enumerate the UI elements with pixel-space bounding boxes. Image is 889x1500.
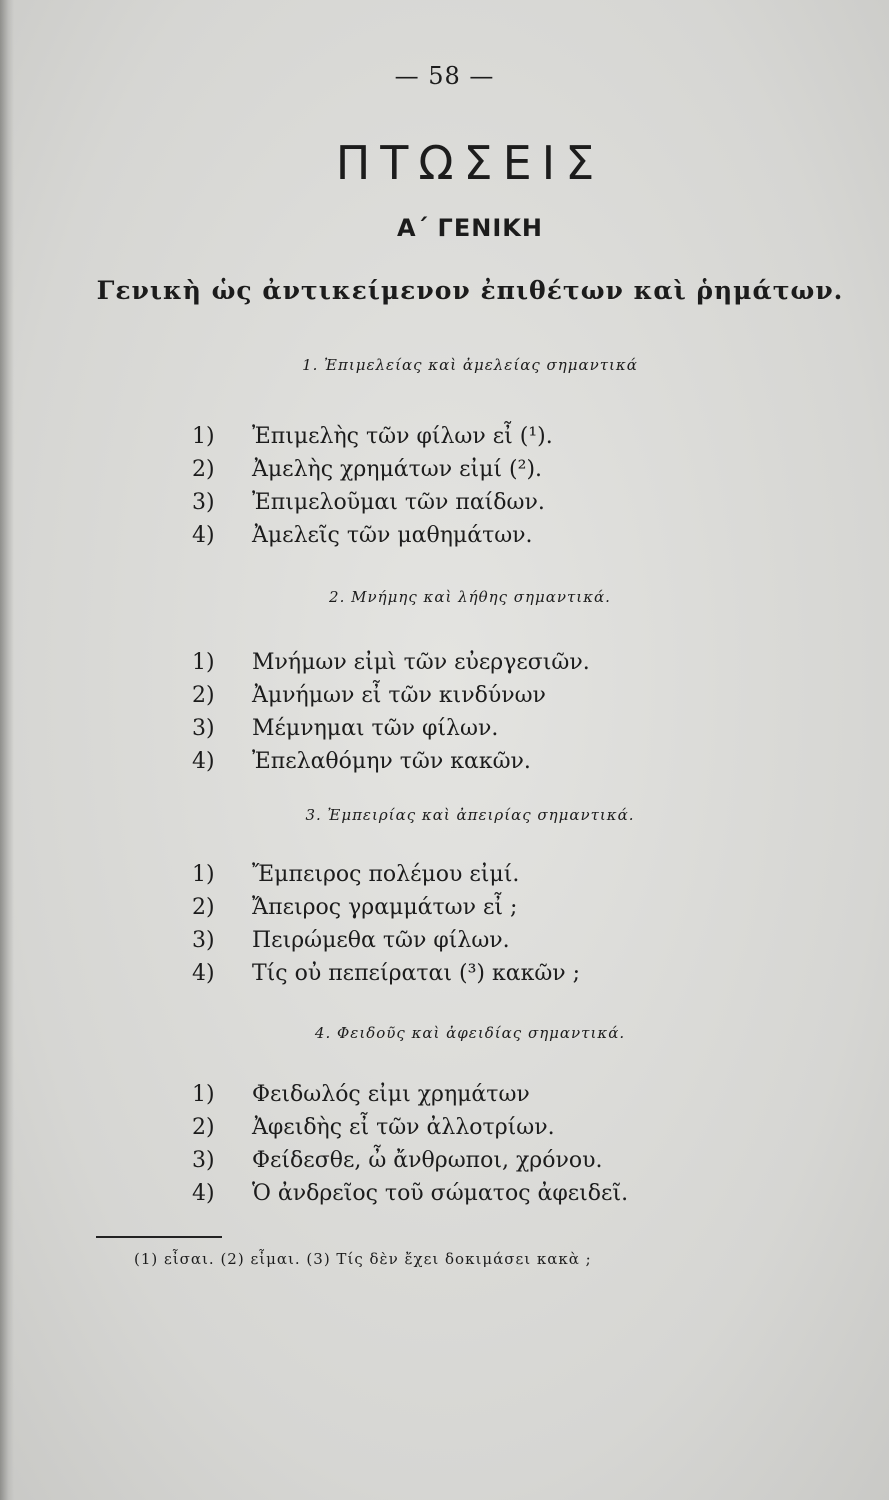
section-title-3: 3. Ἐμπειρίας καὶ ἀπειρίας σημαντικά. xyxy=(305,806,635,824)
section-heading: Γενικὴ ὡς ἀντικείμενον ἐπιθέτων καὶ ῥημάτων. xyxy=(96,276,844,305)
item-text: Φειδωλός εἰμι χρημάτων xyxy=(252,1082,530,1107)
item-number: 3) xyxy=(192,716,215,741)
section-title-1: 1. Ἐπιμελείας καὶ ἀμελείας σημαντικά xyxy=(302,356,638,374)
item-text: Ἐπιμελοῦμαι τῶν παίδων. xyxy=(252,490,545,515)
list-item xyxy=(192,1181,628,1211)
list-item xyxy=(192,716,498,746)
item-text: Ἀμνήμων εἶ τῶν κινδύνων xyxy=(252,683,546,708)
list-item xyxy=(192,650,590,680)
section-title-4: 4. Φειδοῦς καὶ ἀφειδίας σημαντικά. xyxy=(314,1024,626,1042)
item-number: 4) xyxy=(192,961,215,986)
item-number: 3) xyxy=(192,1148,215,1173)
list-item xyxy=(192,683,546,713)
item-text: Ἔμπειρος πολέμου εἰμί. xyxy=(252,862,520,887)
item-number: 3) xyxy=(192,928,215,953)
list-item xyxy=(192,457,542,487)
footnote: (1) εἶσαι. (2) εἶμαι. (3) Τίς δὲν ἔχει δοκιμάσει κακὰ ; xyxy=(134,1250,592,1268)
item-number: 3) xyxy=(192,490,215,515)
list-item xyxy=(192,490,545,520)
footnote-divider xyxy=(96,1236,222,1238)
item-number: 2) xyxy=(192,683,215,708)
item-text: Ἀφειδὴς εἶ τῶν ἀλλοτρίων. xyxy=(252,1115,555,1140)
item-text: Πειρώμεθα τῶν φίλων. xyxy=(252,928,510,953)
item-number: 4) xyxy=(192,523,215,548)
list-item xyxy=(192,895,517,925)
item-number: 2) xyxy=(192,895,215,920)
item-text: Ἐπιμελὴς τῶν φίλων εἶ (¹). xyxy=(252,424,553,449)
page-title: ΠΤΩΣΕΙΣ xyxy=(335,136,605,190)
item-text: Ὁ ἀνδρεῖος τοῦ σώματος ἀφειδεῖ. xyxy=(252,1181,629,1206)
item-number: 2) xyxy=(192,1115,215,1140)
item-number: 1) xyxy=(192,1082,215,1107)
item-text: Τίς οὐ πεπείραται (³) κακῶν ; xyxy=(252,961,581,986)
item-text: Φείδεσθε, ὦ ἄνθρωποι, χρόνου. xyxy=(252,1148,603,1173)
item-text: Ἀμελεῖς τῶν μαθημάτων. xyxy=(252,523,533,548)
list-item xyxy=(192,424,553,454)
list-item xyxy=(192,1082,530,1112)
item-number: 1) xyxy=(192,862,215,887)
subtitle: Α΄ ΓΕΝΙΚΗ xyxy=(397,214,543,242)
list-item xyxy=(192,862,519,892)
section-title-2: 2. Μνήμης καὶ λήθης σημαντικά. xyxy=(329,588,611,606)
list-item xyxy=(192,1148,602,1178)
item-number: 1) xyxy=(192,424,215,449)
list-item xyxy=(192,928,510,958)
item-text: Μνήμων εἰμὶ τῶν εὐεργεσιῶν. xyxy=(252,650,590,675)
page-number: — 58 — xyxy=(394,62,495,90)
list-item xyxy=(192,523,533,553)
item-number: 4) xyxy=(192,1181,215,1206)
item-text: Ἀμελὴς χρημάτων εἰμί (²). xyxy=(252,457,543,482)
item-text: Μέμνημαι τῶν φίλων. xyxy=(252,716,499,741)
item-number: 1) xyxy=(192,650,215,675)
list-item xyxy=(192,1115,555,1145)
list-item xyxy=(192,961,580,991)
item-text: Ἄπειρος γραμμάτων εἶ ; xyxy=(252,895,518,920)
item-text: Ἐπελαθόμην τῶν κακῶν. xyxy=(252,749,531,774)
list-item xyxy=(192,749,531,779)
item-number: 4) xyxy=(192,749,215,774)
item-number: 2) xyxy=(192,457,215,482)
